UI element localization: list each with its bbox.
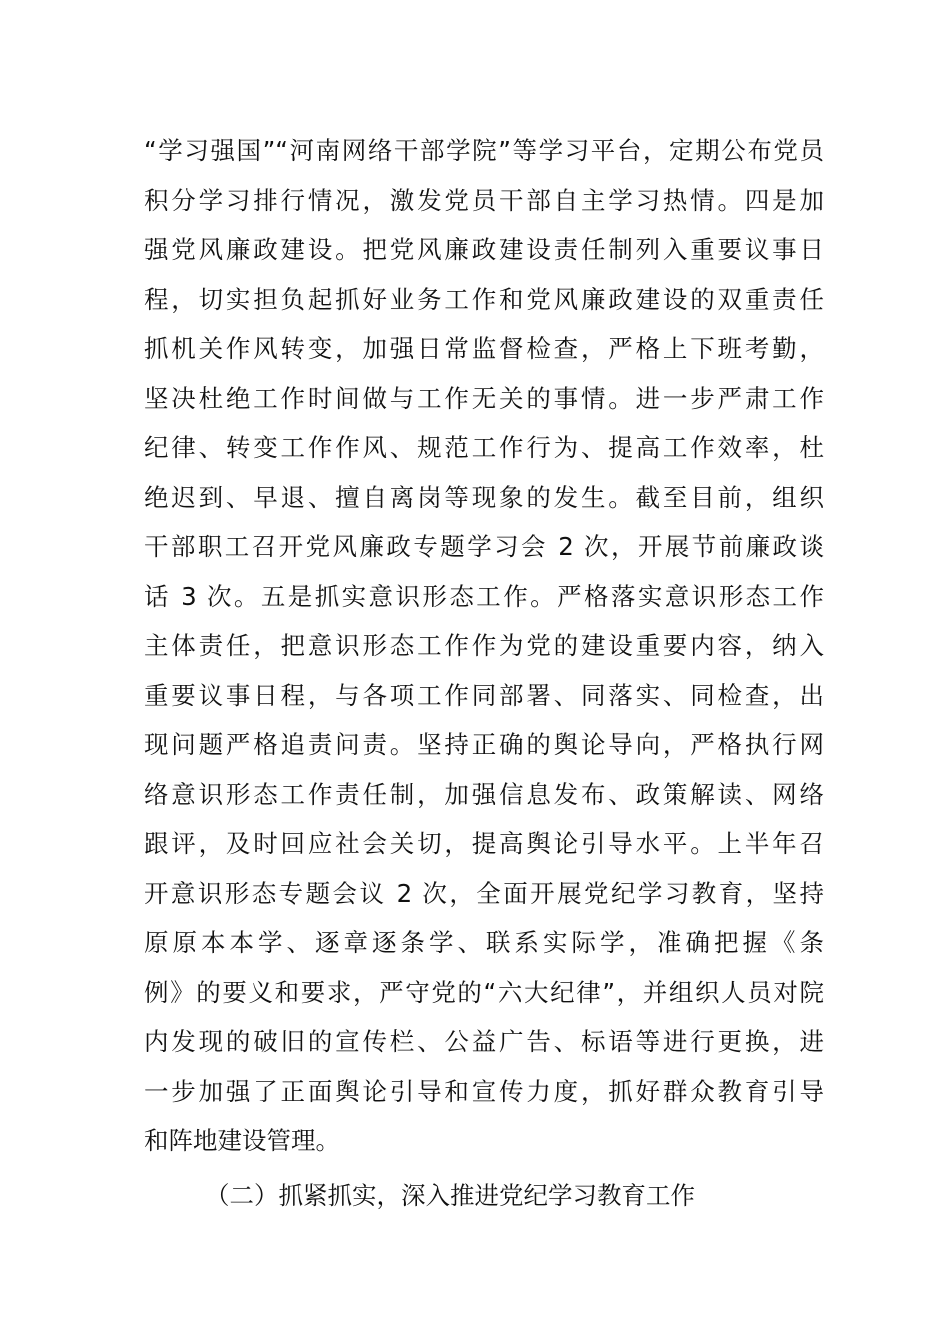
text-line: “学习强国”“河南网络干部学院”等学习平台，定期公布党员 xyxy=(144,136,824,165)
text-line: 一步加强了正面舆论引导和宣传力度，抓好群众教育引导 xyxy=(144,1076,824,1106)
text-line: 主体责任，把意识形态工作作为党的建设重要内容，纳入 xyxy=(144,631,824,660)
text-line: 强党风廉政建设。把党风廉政建设责任制列入重要议事日 xyxy=(144,235,824,264)
text-line: 络意识形态工作责任制，加强信息发布、政策解读、网络 xyxy=(144,779,824,809)
text-line: 纪律、转变工作作风、规范工作行为、提高工作效率，杜 xyxy=(144,433,824,462)
text-line: 干部职工召开党风廉政专题学习会 2 次，开展节前廉政谈 xyxy=(144,532,824,561)
text-line: 原原本本学、逐章逐条学、联系实际学，准确把握《条 xyxy=(144,928,824,957)
text-line: 积分学习排行情况，激发党员干部自主学习热情。四是加 xyxy=(144,185,824,215)
text-line: 例》的要义和要求，严守党的“六大纪律”，并组织人员对院 xyxy=(144,977,824,1007)
text-line: 现问题严格追责问责。坚持正确的舆论导向，严格执行网 xyxy=(144,730,824,759)
text-line: 内发现的破旧的宣传栏、公益广告、标语等进行更换，进 xyxy=(144,1027,824,1056)
text-line: 坚决杜绝工作时间做与工作无关的事情。进一步严肃工作 xyxy=(144,383,824,413)
section-heading: （二）抓紧抓实，深入推进党纪学习教育工作 xyxy=(205,1181,695,1210)
text-line: 开意识形态专题会议 2 次，全面开展党纪学习教育，坚持 xyxy=(144,878,824,908)
text-line: 抓机关作风转变，加强日常监督检查，严格上下班考勤， xyxy=(144,334,824,363)
text-line: 重要议事日程，与各项工作同部署、同落实、同检查，出 xyxy=(144,680,824,710)
text-line: 跟评，及时回应社会关切，提高舆论引导水平。上半年召 xyxy=(144,829,824,858)
text-line: 和阵地建设管理。 xyxy=(144,1126,340,1155)
text-line: 绝迟到、早退、擅自离岗等现象的发生。截至目前，组织 xyxy=(144,482,824,512)
text-line: 程，切实担负起抓好业务工作和党风廉政建设的双重责任 xyxy=(144,284,824,314)
text-line: 话 3 次。五是抓实意识形态工作。严格落实意识形态工作 xyxy=(144,581,824,611)
body-paragraph xyxy=(144,126,824,1166)
